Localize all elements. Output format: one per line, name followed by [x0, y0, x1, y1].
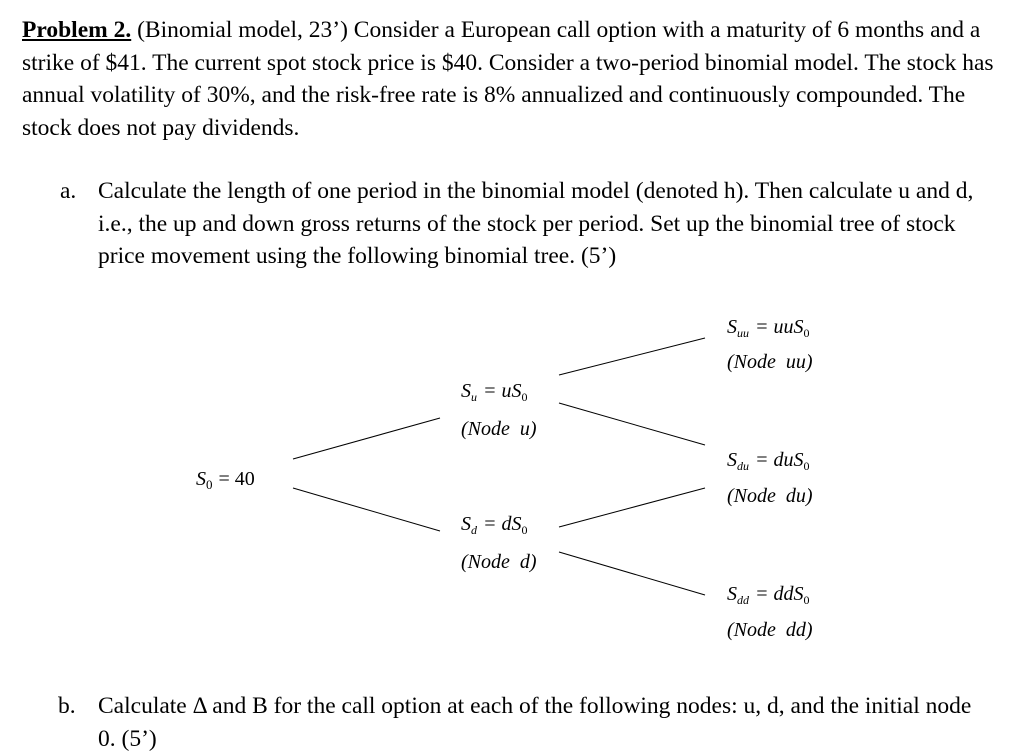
node-0-symbol: S — [196, 468, 206, 490]
node-d-eq-sub: 0 — [521, 523, 528, 537]
node-u-symbol: S — [461, 380, 471, 402]
node-du-label — [727, 449, 810, 473]
branch-0-d — [293, 488, 440, 531]
node-du-symbol: S — [727, 449, 737, 471]
node-dd-eq: = ddS — [755, 583, 804, 605]
node-u-sub: u — [471, 390, 477, 404]
node-u-eq: = uS — [483, 380, 522, 402]
node-uu-sub: uu — [737, 326, 749, 340]
branch-u-uu — [559, 338, 705, 375]
node-u-caption: (Node u) — [461, 418, 537, 440]
node-u-label — [461, 380, 528, 404]
node-0-sub: 0 — [206, 477, 213, 492]
node-du-sub: du — [737, 459, 749, 473]
node-d-eq: = dS — [483, 513, 522, 535]
branch-d-dd — [559, 552, 705, 595]
part-b-text: Calculate Δ and B for the call option at each of the following nodes: u, d, and the initial node 0. (5’) — [98, 693, 972, 752]
node-d-caption: (Node d) — [461, 551, 537, 573]
node-dd-caption: (Node dd) — [727, 619, 813, 641]
node-uu-caption: (Node uu) — [727, 351, 813, 373]
node-d-symbol: S — [461, 513, 471, 535]
node-dd-sub: dd — [737, 593, 749, 607]
node-d-label — [461, 513, 528, 537]
node-uu-symbol: S — [727, 316, 737, 338]
part-a-text: Calculate the length of one period in the binomial model (denoted h). Then calculate u and d, i.e., the up and down gross returns of the stock per period. Set up the binomial tree of stock price movement using the following binomial tree. (5’) — [98, 178, 974, 269]
node-du-eq: = duS — [755, 449, 804, 471]
node-dd-label — [727, 583, 810, 607]
node-0-rhs: = 40 — [218, 468, 255, 490]
branch-d-du — [559, 488, 705, 527]
node-uu-label — [727, 316, 810, 340]
part-a-label: a. — [60, 178, 77, 204]
branch-u-du — [559, 403, 705, 445]
node-du-caption: (Node du) — [727, 485, 813, 507]
node-du-eq-sub: 0 — [803, 459, 810, 473]
node-uu-eq-sub: 0 — [803, 326, 810, 340]
node-dd-eq-sub: 0 — [803, 593, 810, 607]
problem-intro: (Binomial model, 23’) Consider a European call option with a maturity of 6 months and a strike of $41. The current spot stock price is $40. Consider a two-period binomial model. The stock has annual volatility of 30%, and the risk-free rate is 8% annualized and continuously compounded. The stock does not pay dividends. — [22, 17, 994, 141]
node-u-eq-sub: 0 — [521, 390, 528, 404]
part-b-label: b. — [58, 693, 76, 719]
problem-heading: Problem 2. — [22, 17, 132, 43]
node-0-label — [196, 468, 255, 492]
node-dd-symbol: S — [727, 583, 737, 605]
node-d-sub: d — [471, 523, 477, 537]
node-uu-eq: = uuS — [755, 316, 804, 338]
branch-0-u — [293, 418, 440, 459]
